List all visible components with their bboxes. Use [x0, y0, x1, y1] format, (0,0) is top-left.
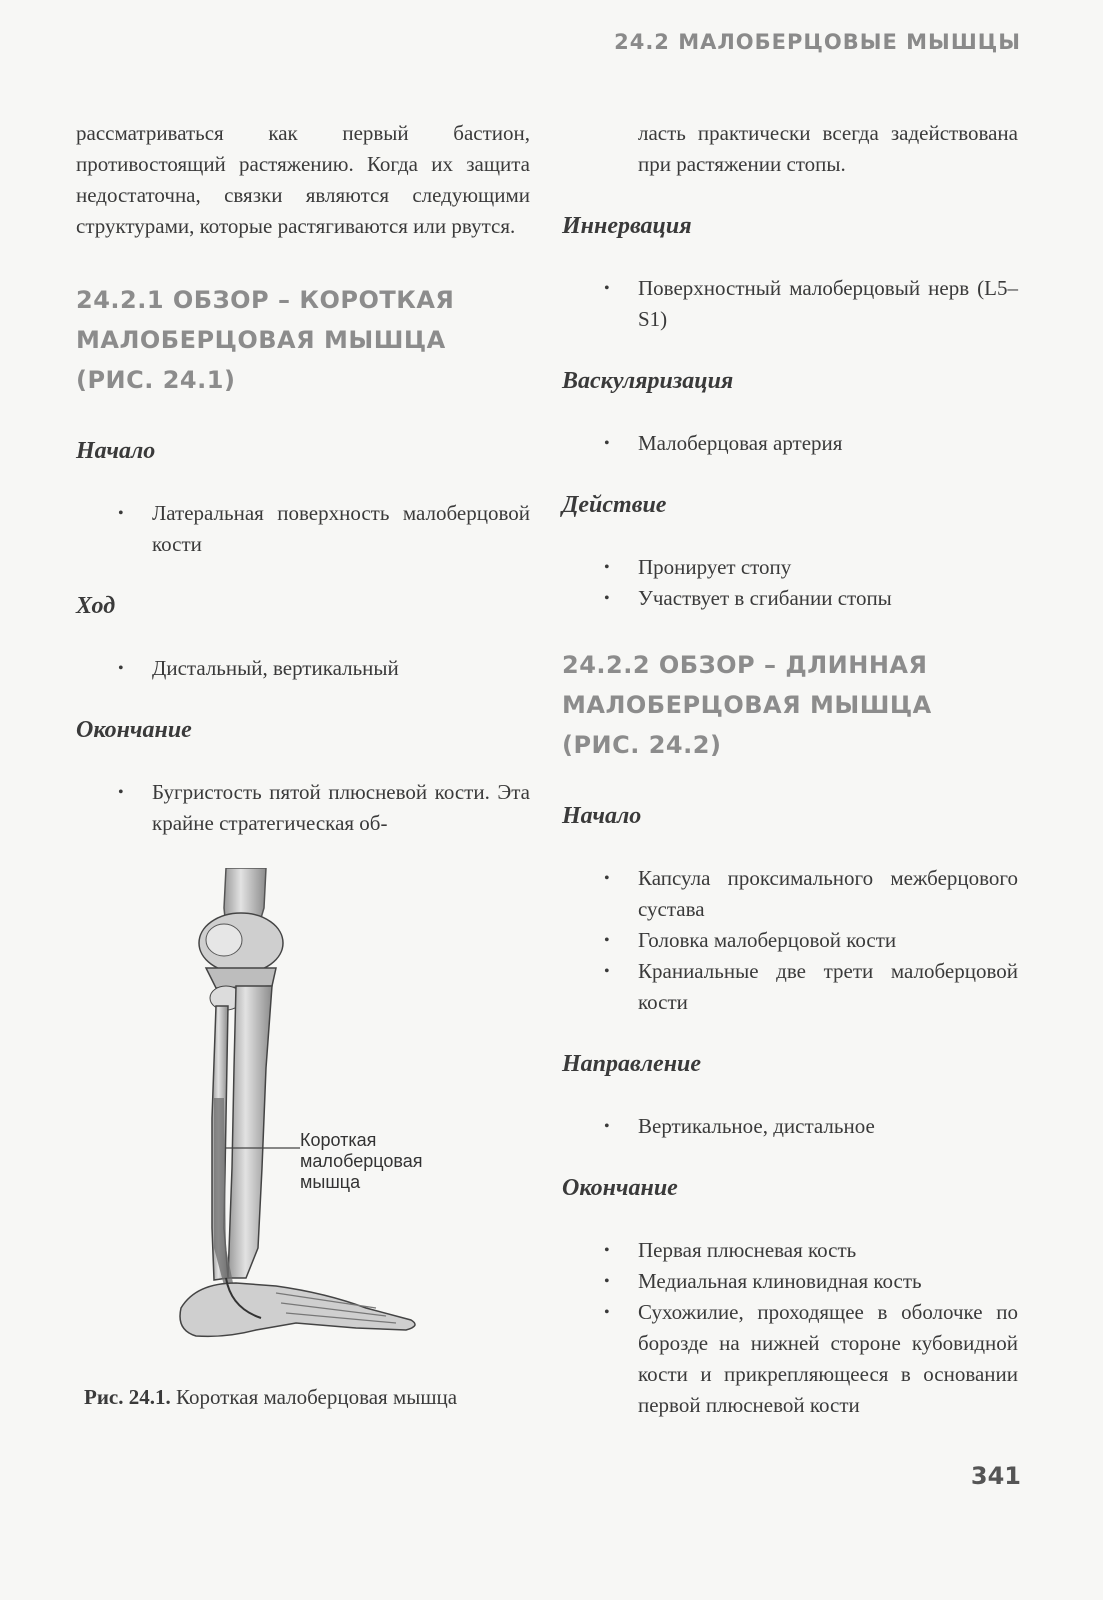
continuation-list	[562, 118, 1018, 180]
list-item: • Медиальная клиновидная кость	[638, 1266, 1018, 1297]
figure-leg-skeleton	[76, 868, 530, 1368]
direction-heading: Направление	[562, 1051, 702, 1077]
list-item-continuation: ласть практически всегда задействована при растяжении стопы.	[638, 121, 1018, 176]
list-item: • Пронирует стопу	[638, 552, 1018, 583]
insertion-list	[76, 777, 530, 839]
left-column	[76, 118, 530, 839]
section-title-peroneus-longus: 24.2.2 ОБЗОР – ДЛИННАЯ МАЛОБЕРЦОВАЯ МЫШЦА (РИС. 24.2)	[562, 651, 932, 759]
figure-callout-label: Короткая малоберцовая мышца	[300, 1130, 423, 1192]
caption-number: Рис. 24.1.	[84, 1385, 171, 1409]
list-item: • Поверхностный малоберцовый нерв (L5–S1)	[638, 273, 1018, 335]
insertion-list	[562, 1235, 1018, 1421]
list-item: • Сухожилие, проходящее в оболочке по борозде на нижней стороне кубовидной кости и прикрепляющееся в основании первой плюсневой кости	[638, 1297, 1018, 1421]
list-item: • Вертикальное, дистальное	[638, 1111, 1018, 1142]
innervation-list	[562, 273, 1018, 335]
list-item: • Первая плюсневая кость	[638, 1235, 1018, 1266]
origin-heading: Начало	[76, 438, 156, 464]
list-item: • Латеральная поверхность малоберцовой кости	[152, 498, 530, 560]
action-heading: Действие	[562, 492, 667, 518]
course-list	[76, 653, 530, 684]
origin-list	[76, 498, 530, 560]
right-column	[562, 118, 1018, 1421]
list-item: • Краниальные две трети малоберцовой кости	[638, 956, 1018, 1018]
origin-list	[562, 863, 1018, 1018]
origin-heading: Начало	[562, 803, 642, 829]
page-number: 341	[970, 1462, 1021, 1490]
section-title-peroneus-brevis: 24.2.1 ОБЗОР – КОРОТКАЯ МАЛОБЕРЦОВАЯ МЫШЦА (РИС. 24.1)	[76, 286, 455, 394]
caption-text: Короткая малоберцовая мышца	[176, 1385, 458, 1409]
intro-paragraph: рассматриваться как первый бастион, противостоящий растяжению. Когда их защита недостаточна, связки являются следующими структурами, которые растягиваются или рвутся.	[76, 121, 530, 238]
direction-list	[562, 1111, 1018, 1142]
leg-skeleton-illustration	[76, 868, 530, 1368]
list-item: • Капсула проксимального межберцового сустава	[638, 863, 1018, 925]
running-head: 24.2 МАЛОБЕРЦОВЫЕ МЫШЦЫ	[614, 30, 1021, 54]
vascular-list	[562, 428, 1018, 459]
list-item: • Дистальный, вертикальный	[152, 653, 530, 684]
innervation-heading: Иннервация	[562, 213, 692, 239]
action-list	[562, 552, 1018, 614]
insertion-heading: Окончание	[562, 1175, 678, 1201]
list-item: • Малоберцовая артерия	[638, 428, 1018, 459]
course-heading: Ход	[76, 593, 116, 619]
vascular-heading: Васкуляризация	[562, 368, 734, 394]
list-item: • Бугристость пятой плюсневой кости. Эта крайне стратегическая об-	[152, 777, 530, 839]
list-item: • Участвует в сгибании стопы	[638, 583, 1018, 614]
insertion-heading: Окончание	[76, 717, 192, 743]
figure-caption	[84, 1382, 538, 1413]
list-item: • Головка малоберцовой кости	[638, 925, 1018, 956]
